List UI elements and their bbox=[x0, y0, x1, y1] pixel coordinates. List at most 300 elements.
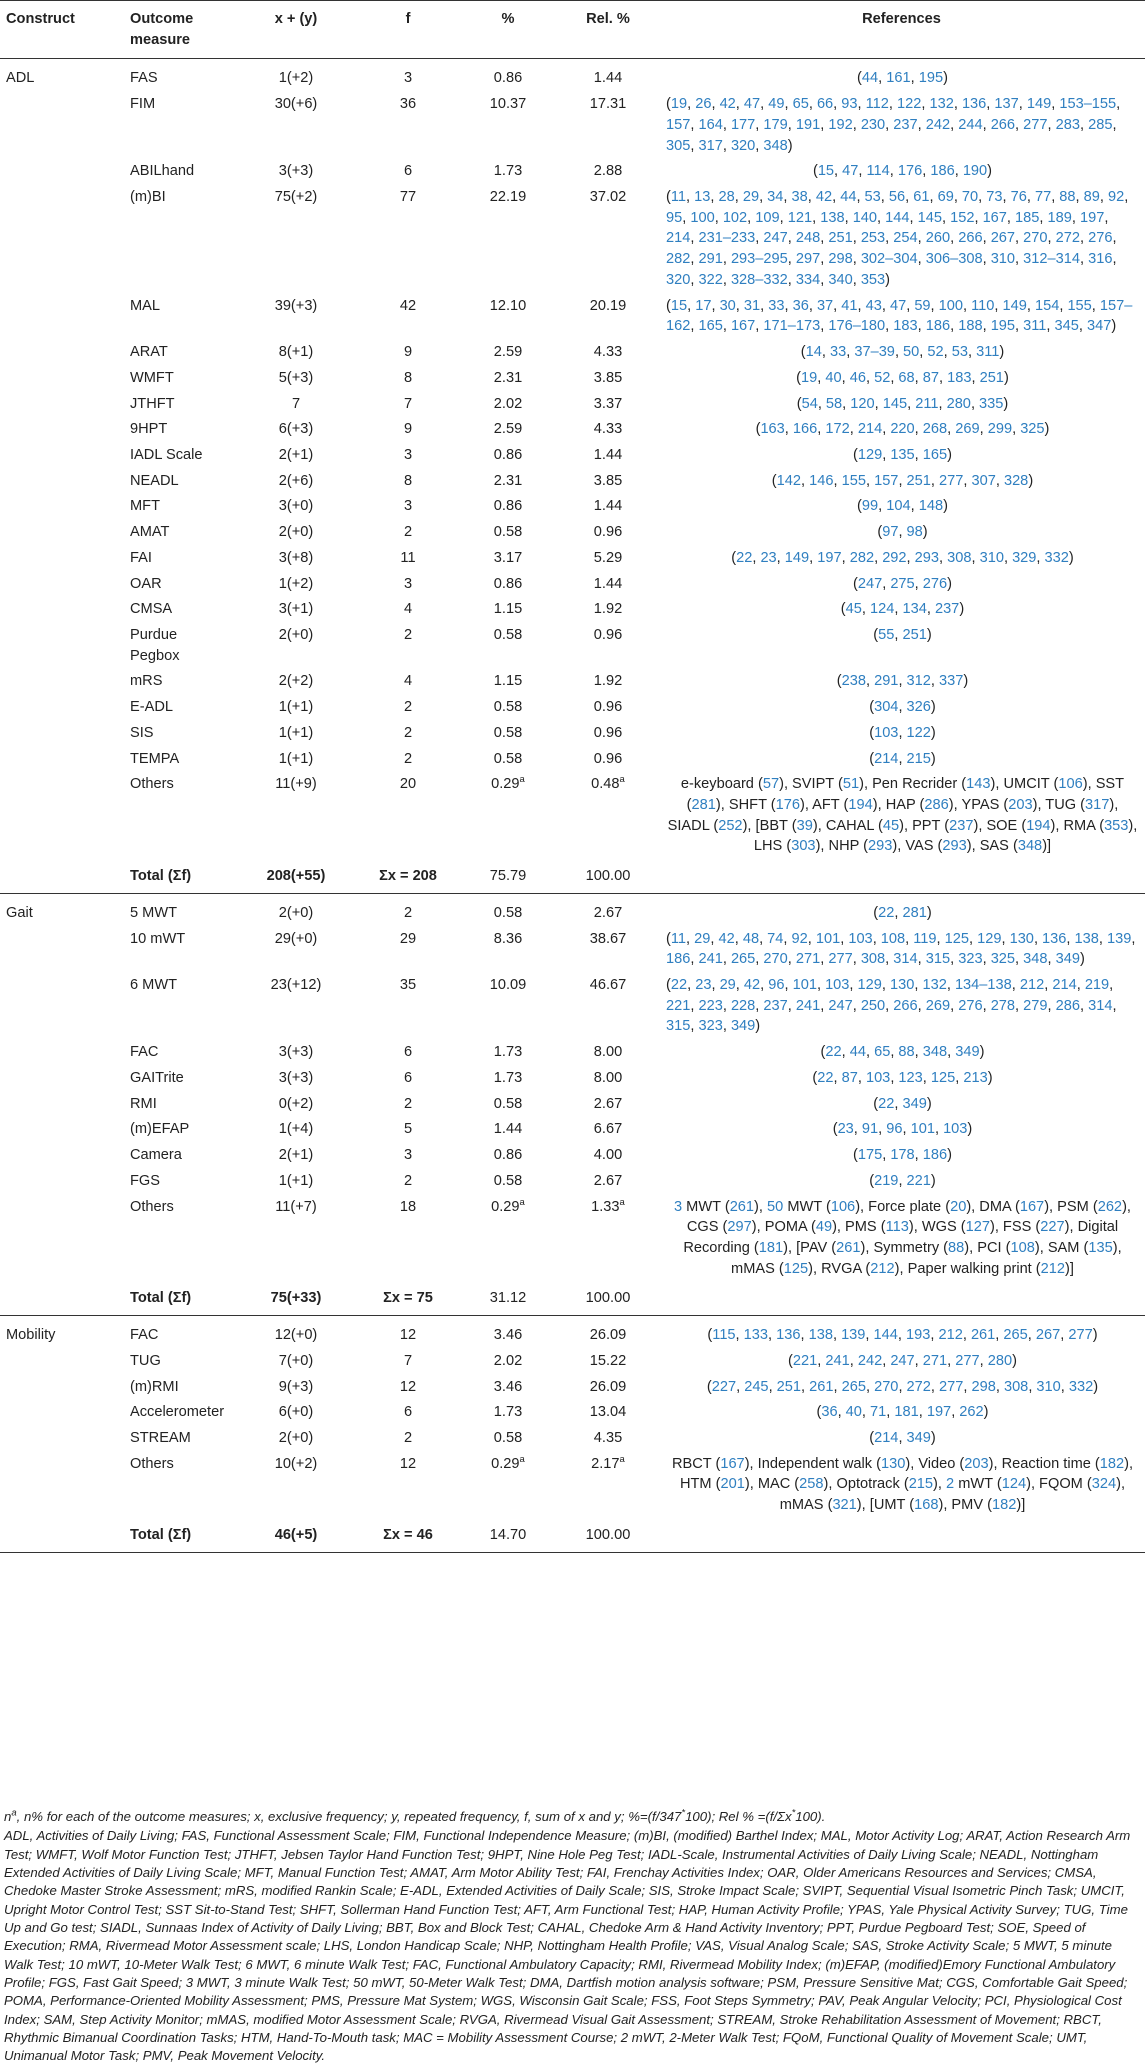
reference-link[interactable]: 100 bbox=[938, 297, 964, 314]
reference-link[interactable]: 47 bbox=[889, 297, 907, 314]
reference-link[interactable]: 275 bbox=[890, 575, 915, 592]
reference-link[interactable]: 349 bbox=[906, 1429, 931, 1446]
reference-link[interactable]: 251 bbox=[902, 626, 927, 643]
reference-link[interactable]: 258 bbox=[799, 1476, 824, 1493]
reference-link[interactable]: 103 bbox=[874, 724, 899, 741]
reference-link[interactable]: 276 bbox=[958, 997, 983, 1014]
reference-link[interactable]: 183 bbox=[947, 369, 972, 386]
reference-link[interactable]: 345 bbox=[1054, 318, 1079, 335]
reference-link[interactable]: 113 bbox=[885, 1219, 909, 1236]
reference-link[interactable]: 203 bbox=[964, 1455, 989, 1472]
reference-link[interactable]: 310 bbox=[979, 549, 1004, 566]
reference-link[interactable]: 140 bbox=[852, 209, 878, 226]
reference-link[interactable]: 40 bbox=[845, 1404, 862, 1421]
reference-link[interactable]: 92 bbox=[791, 930, 808, 947]
reference-link[interactable]: 89 bbox=[1083, 189, 1100, 206]
reference-link[interactable]: 133 bbox=[743, 1327, 769, 1344]
reference-link[interactable]: 155 bbox=[841, 472, 866, 489]
reference-link[interactable]: 43 bbox=[865, 297, 882, 314]
reference-link[interactable]: 104 bbox=[886, 498, 911, 515]
reference-link[interactable]: 177 bbox=[730, 116, 756, 133]
reference-link[interactable]: 197 bbox=[817, 549, 842, 566]
reference-link[interactable]: 267 bbox=[990, 230, 1016, 247]
reference-link[interactable]: 23 bbox=[695, 977, 712, 994]
reference-link[interactable]: 50 bbox=[767, 1198, 784, 1215]
reference-link[interactable]: 87 bbox=[841, 1069, 858, 1086]
reference-link[interactable]: 269 bbox=[925, 997, 951, 1014]
reference-link[interactable]: 95 bbox=[666, 209, 683, 226]
reference-link[interactable]: 349 bbox=[730, 1018, 756, 1035]
reference-link[interactable]: 130 bbox=[1009, 930, 1034, 947]
reference-link[interactable]: 291 bbox=[874, 673, 899, 690]
reference-link[interactable]: 292 bbox=[882, 549, 907, 566]
reference-link[interactable]: 149 bbox=[784, 549, 810, 566]
reference-link[interactable]: 120 bbox=[850, 395, 875, 412]
reference-link[interactable]: 176 bbox=[897, 163, 923, 180]
reference-link[interactable]: 188 bbox=[958, 318, 983, 335]
reference-link[interactable]: 119 bbox=[913, 930, 937, 947]
reference-link[interactable]: 172 bbox=[825, 421, 850, 438]
reference-link[interactable]: 302–304 bbox=[860, 251, 918, 268]
reference-link[interactable]: 314 bbox=[893, 951, 918, 968]
reference-link[interactable]: 3 bbox=[674, 1198, 683, 1215]
reference-link[interactable]: 261 bbox=[836, 1239, 861, 1256]
reference-link[interactable]: 293–295 bbox=[730, 251, 788, 268]
reference-link[interactable]: 163 bbox=[760, 421, 785, 438]
reference-link[interactable]: 251 bbox=[776, 1378, 802, 1395]
reference-link[interactable]: 247 bbox=[890, 1352, 915, 1369]
reference-link[interactable]: 190 bbox=[962, 163, 988, 180]
reference-link[interactable]: 93 bbox=[841, 96, 858, 113]
reference-link[interactable]: 138 bbox=[1074, 930, 1099, 947]
reference-link[interactable]: 144 bbox=[885, 209, 910, 226]
reference-link[interactable]: 28 bbox=[718, 189, 735, 206]
reference-link[interactable]: 247 bbox=[828, 997, 853, 1014]
reference-link[interactable]: 161 bbox=[886, 70, 911, 87]
reference-link[interactable]: 321 bbox=[832, 1497, 857, 1514]
reference-link[interactable]: 20 bbox=[950, 1198, 967, 1215]
reference-link[interactable]: 310 bbox=[990, 251, 1016, 268]
reference-link[interactable]: 280 bbox=[987, 1352, 1013, 1369]
reference-link[interactable]: 139 bbox=[841, 1327, 866, 1344]
reference-link[interactable]: 22 bbox=[736, 549, 753, 566]
reference-link[interactable]: 114 bbox=[866, 163, 890, 180]
reference-link[interactable]: 303 bbox=[791, 838, 816, 855]
reference-link[interactable]: 54 bbox=[801, 395, 818, 412]
reference-link[interactable]: 340 bbox=[828, 271, 853, 288]
reference-link[interactable]: 306–308 bbox=[925, 251, 983, 268]
reference-link[interactable]: 157 bbox=[874, 472, 899, 489]
reference-link[interactable]: 22 bbox=[878, 1095, 895, 1112]
reference-link[interactable]: 219 bbox=[874, 1172, 899, 1189]
reference-link[interactable]: 254 bbox=[893, 230, 918, 247]
reference-link[interactable]: 38 bbox=[791, 189, 808, 206]
reference-link[interactable]: 265 bbox=[730, 951, 756, 968]
reference-link[interactable]: 124 bbox=[870, 601, 895, 618]
reference-link[interactable]: 261 bbox=[729, 1198, 755, 1215]
reference-link[interactable]: 277 bbox=[1023, 116, 1048, 133]
reference-link[interactable]: 76 bbox=[1010, 189, 1027, 206]
reference-link[interactable]: 91 bbox=[861, 1121, 879, 1138]
reference-link[interactable]: 241 bbox=[795, 997, 821, 1014]
reference-link[interactable]: 266 bbox=[990, 116, 1016, 133]
reference-link[interactable]: 282 bbox=[849, 549, 875, 566]
reference-link[interactable]: 166 bbox=[792, 421, 818, 438]
reference-link[interactable]: 282 bbox=[666, 251, 691, 268]
reference-link[interactable]: 253 bbox=[860, 230, 886, 247]
reference-link[interactable]: 33 bbox=[830, 344, 847, 361]
reference-link[interactable]: 56 bbox=[888, 189, 906, 206]
reference-link[interactable]: 51 bbox=[842, 776, 860, 793]
reference-link[interactable]: 49 bbox=[768, 96, 785, 113]
reference-link[interactable]: 203 bbox=[1008, 797, 1033, 813]
reference-link[interactable]: 308 bbox=[947, 549, 972, 566]
reference-link[interactable]: 213 bbox=[963, 1069, 988, 1086]
reference-link[interactable]: 70 bbox=[961, 189, 979, 206]
reference-link[interactable]: 293 bbox=[914, 549, 940, 566]
reference-link[interactable]: 277 bbox=[1068, 1327, 1093, 1344]
reference-link[interactable]: 279 bbox=[1023, 997, 1048, 1014]
reference-link[interactable]: 237 bbox=[893, 116, 918, 133]
reference-link[interactable]: 307 bbox=[971, 472, 996, 489]
reference-link[interactable]: 112 bbox=[865, 96, 889, 113]
reference-link[interactable]: 155 bbox=[1067, 297, 1092, 314]
reference-link[interactable]: 277 bbox=[939, 1378, 964, 1395]
reference-link[interactable]: 127 bbox=[965, 1219, 990, 1236]
reference-link[interactable]: 42 bbox=[815, 189, 833, 206]
reference-link[interactable]: 237 bbox=[763, 997, 788, 1014]
reference-link[interactable]: 157 bbox=[666, 116, 691, 133]
reference-link[interactable]: 195 bbox=[918, 70, 944, 87]
reference-link[interactable]: 11 bbox=[670, 930, 687, 947]
reference-link[interactable]: 48 bbox=[742, 930, 760, 947]
reference-link[interactable]: 57 bbox=[762, 776, 780, 793]
reference-link[interactable]: 52 bbox=[927, 344, 944, 361]
reference-link[interactable]: 153–155 bbox=[1059, 96, 1117, 113]
reference-link[interactable]: 242 bbox=[925, 116, 951, 133]
reference-link[interactable]: 22 bbox=[670, 977, 688, 994]
reference-link[interactable]: 50 bbox=[903, 344, 920, 361]
reference-link[interactable]: 285 bbox=[1088, 116, 1113, 133]
reference-link[interactable]: 219 bbox=[1084, 977, 1110, 994]
reference-link[interactable]: 268 bbox=[922, 421, 948, 438]
reference-link[interactable]: 212 bbox=[1040, 1260, 1066, 1277]
reference-link[interactable]: 42 bbox=[718, 930, 735, 947]
reference-link[interactable]: 175 bbox=[857, 1147, 883, 1164]
reference-link[interactable]: 37 bbox=[816, 297, 834, 314]
reference-link[interactable]: 125 bbox=[930, 1069, 956, 1086]
reference-link[interactable]: 47 bbox=[743, 96, 761, 113]
reference-link[interactable]: 270 bbox=[1023, 230, 1048, 247]
reference-link[interactable]: 145 bbox=[917, 209, 942, 226]
reference-link[interactable]: 139 bbox=[1106, 930, 1132, 947]
reference-link[interactable]: 22 bbox=[817, 1069, 834, 1086]
reference-link[interactable]: 136 bbox=[961, 96, 987, 113]
reference-link[interactable]: 176 bbox=[775, 797, 800, 813]
reference-link[interactable]: 154 bbox=[1034, 297, 1060, 314]
reference-link[interactable]: 214 bbox=[857, 421, 883, 438]
reference-link[interactable]: 71 bbox=[870, 1404, 887, 1421]
reference-link[interactable]: 65 bbox=[792, 96, 809, 113]
reference-link[interactable]: 237 bbox=[934, 601, 960, 618]
reference-link[interactable]: 164 bbox=[698, 116, 723, 133]
reference-link[interactable]: 297 bbox=[727, 1219, 752, 1236]
reference-link[interactable]: 142 bbox=[776, 472, 802, 489]
reference-link[interactable]: 42 bbox=[743, 977, 761, 994]
reference-link[interactable]: 266 bbox=[893, 997, 918, 1014]
reference-link[interactable]: 212 bbox=[870, 1260, 895, 1277]
reference-link[interactable]: 36 bbox=[821, 1404, 838, 1421]
reference-link[interactable]: 68 bbox=[898, 369, 915, 386]
reference-link[interactable]: 100 bbox=[690, 209, 715, 226]
reference-link[interactable]: 15 bbox=[817, 163, 835, 180]
reference-link[interactable]: 103 bbox=[825, 977, 850, 994]
reference-link[interactable]: 129 bbox=[977, 930, 1002, 947]
reference-link[interactable]: 37–39 bbox=[854, 344, 895, 361]
reference-link[interactable]: 320 bbox=[730, 137, 756, 154]
reference-link[interactable]: 145 bbox=[882, 395, 908, 412]
reference-link[interactable]: 215 bbox=[908, 1476, 934, 1493]
reference-link[interactable]: 55 bbox=[878, 626, 895, 643]
reference-link[interactable]: 167 bbox=[982, 209, 1007, 226]
reference-link[interactable]: 183 bbox=[893, 318, 918, 335]
reference-link[interactable]: 328–332 bbox=[730, 271, 788, 288]
reference-link[interactable]: 297 bbox=[795, 251, 821, 268]
reference-link[interactable]: 31 bbox=[743, 297, 761, 314]
reference-link[interactable]: 110 bbox=[971, 297, 995, 314]
reference-link[interactable]: 326 bbox=[906, 699, 931, 716]
reference-link[interactable]: 146 bbox=[809, 472, 834, 489]
reference-link[interactable]: 276 bbox=[922, 575, 948, 592]
reference-link[interactable]: 122 bbox=[897, 96, 922, 113]
reference-link[interactable]: 349 bbox=[902, 1095, 927, 1112]
reference-link[interactable]: 148 bbox=[918, 498, 944, 515]
reference-link[interactable]: 322 bbox=[698, 271, 723, 288]
reference-link[interactable]: 123 bbox=[898, 1069, 923, 1086]
reference-link[interactable]: 138 bbox=[808, 1327, 833, 1344]
reference-link[interactable]: 286 bbox=[1055, 997, 1080, 1014]
reference-link[interactable]: 23 bbox=[837, 1121, 854, 1138]
reference-link[interactable]: 260 bbox=[925, 230, 951, 247]
reference-link[interactable]: 298 bbox=[971, 1378, 996, 1395]
reference-link[interactable]: 311 bbox=[1023, 318, 1047, 335]
reference-link[interactable]: 14 bbox=[805, 344, 822, 361]
reference-link[interactable]: 149 bbox=[1002, 297, 1027, 314]
reference-link[interactable]: 316 bbox=[1088, 251, 1113, 268]
reference-link[interactable]: 237 bbox=[949, 817, 974, 834]
reference-link[interactable]: 248 bbox=[795, 230, 821, 247]
reference-link[interactable]: 87 bbox=[922, 369, 939, 386]
reference-link[interactable]: 244 bbox=[958, 116, 983, 133]
reference-link[interactable]: 324 bbox=[1091, 1476, 1117, 1493]
reference-link[interactable]: 65 bbox=[874, 1044, 891, 1061]
reference-link[interactable]: 281 bbox=[902, 904, 927, 921]
reference-link[interactable]: 15 bbox=[670, 297, 688, 314]
reference-link[interactable]: 136 bbox=[776, 1327, 801, 1344]
reference-link[interactable]: 221 bbox=[906, 1172, 931, 1189]
reference-link[interactable]: 134 bbox=[902, 601, 927, 618]
reference-link[interactable]: 231–233 bbox=[698, 230, 756, 247]
reference-link[interactable]: 99 bbox=[861, 498, 879, 515]
reference-link[interactable]: 252 bbox=[718, 817, 743, 834]
reference-link[interactable]: 270 bbox=[763, 951, 788, 968]
reference-link[interactable]: 241 bbox=[698, 951, 723, 968]
reference-link[interactable]: 214 bbox=[1052, 977, 1077, 994]
reference-link[interactable]: 130 bbox=[880, 1455, 906, 1472]
reference-link[interactable]: 30 bbox=[719, 297, 736, 314]
reference-link[interactable]: 97 bbox=[882, 524, 899, 541]
reference-link[interactable]: 238 bbox=[841, 673, 866, 690]
reference-link[interactable]: 215 bbox=[906, 750, 931, 767]
reference-link[interactable]: 36 bbox=[792, 297, 809, 314]
reference-link[interactable]: 334 bbox=[795, 271, 821, 288]
reference-link[interactable]: 34 bbox=[767, 189, 784, 206]
reference-link[interactable]: 272 bbox=[1055, 230, 1080, 247]
reference-link[interactable]: 191 bbox=[795, 116, 821, 133]
reference-link[interactable]: 242 bbox=[857, 1352, 883, 1369]
reference-link[interactable]: 223 bbox=[698, 997, 723, 1014]
reference-link[interactable]: 157–162 bbox=[666, 297, 1133, 335]
reference-link[interactable]: 101 bbox=[792, 977, 817, 994]
reference-link[interactable]: 265 bbox=[841, 1378, 866, 1395]
reference-link[interactable]: 308 bbox=[1003, 1378, 1029, 1395]
reference-link[interactable]: 272 bbox=[906, 1378, 931, 1395]
reference-link[interactable]: 29 bbox=[694, 930, 711, 947]
reference-link[interactable]: 44 bbox=[861, 70, 879, 87]
reference-link[interactable]: 106 bbox=[830, 1198, 856, 1215]
reference-link[interactable]: 103 bbox=[943, 1121, 968, 1138]
reference-link[interactable]: 349 bbox=[955, 1044, 980, 1061]
reference-link[interactable]: 323 bbox=[958, 951, 983, 968]
reference-link[interactable]: 325 bbox=[990, 951, 1016, 968]
reference-link[interactable]: 44 bbox=[840, 189, 857, 206]
reference-link[interactable]: 2 bbox=[946, 1476, 955, 1493]
reference-link[interactable]: 251 bbox=[906, 472, 931, 489]
reference-link[interactable]: 11 bbox=[670, 189, 687, 206]
reference-link[interactable]: 45 bbox=[845, 601, 862, 618]
reference-link[interactable]: 299 bbox=[987, 421, 1013, 438]
reference-link[interactable]: 262 bbox=[959, 1404, 984, 1421]
reference-link[interactable]: 315 bbox=[925, 951, 951, 968]
reference-link[interactable]: 262 bbox=[1097, 1198, 1123, 1215]
reference-link[interactable]: 135 bbox=[890, 446, 915, 463]
reference-link[interactable]: 181 bbox=[758, 1239, 784, 1256]
reference-link[interactable]: 176–180 bbox=[828, 318, 886, 335]
reference-link[interactable]: 186 bbox=[930, 163, 955, 180]
reference-link[interactable]: 49 bbox=[815, 1219, 833, 1236]
reference-link[interactable]: 138 bbox=[820, 209, 845, 226]
reference-link[interactable]: 228 bbox=[730, 997, 756, 1014]
reference-link[interactable]: 101 bbox=[815, 930, 841, 947]
reference-link[interactable]: 22 bbox=[878, 904, 895, 921]
reference-link[interactable]: 165 bbox=[922, 446, 948, 463]
reference-link[interactable]: 325 bbox=[1020, 421, 1045, 438]
reference-link[interactable]: 247 bbox=[857, 575, 883, 592]
reference-link[interactable]: 61 bbox=[913, 189, 930, 206]
reference-link[interactable]: 280 bbox=[946, 395, 971, 412]
reference-link[interactable]: 182 bbox=[1099, 1455, 1125, 1472]
reference-link[interactable]: 193 bbox=[906, 1327, 931, 1344]
reference-link[interactable]: 251 bbox=[828, 230, 853, 247]
reference-link[interactable]: 23 bbox=[760, 549, 777, 566]
reference-link[interactable]: 92 bbox=[1107, 189, 1125, 206]
reference-link[interactable]: 186 bbox=[925, 318, 951, 335]
reference-link[interactable]: 332 bbox=[1068, 1378, 1094, 1395]
reference-link[interactable]: 137 bbox=[994, 96, 1019, 113]
reference-link[interactable]: 311 bbox=[976, 344, 1000, 361]
reference-link[interactable]: 102 bbox=[722, 209, 748, 226]
reference-link[interactable]: 220 bbox=[890, 421, 915, 438]
reference-link[interactable]: 332 bbox=[1044, 549, 1069, 566]
reference-link[interactable]: 115 bbox=[712, 1327, 736, 1344]
reference-link[interactable]: 194 bbox=[1026, 817, 1051, 834]
reference-link[interactable]: 186 bbox=[666, 951, 691, 968]
reference-link[interactable]: 77 bbox=[1034, 189, 1052, 206]
reference-link[interactable]: 317 bbox=[698, 137, 723, 154]
reference-link[interactable]: 59 bbox=[914, 297, 931, 314]
reference-link[interactable]: 58 bbox=[825, 395, 843, 412]
reference-link[interactable]: 106 bbox=[1058, 776, 1083, 793]
reference-link[interactable]: 265 bbox=[1003, 1327, 1028, 1344]
reference-link[interactable]: 40 bbox=[825, 369, 842, 386]
reference-link[interactable]: 144 bbox=[873, 1327, 898, 1344]
reference-link[interactable]: 197 bbox=[926, 1404, 952, 1421]
reference-link[interactable]: 101 bbox=[910, 1121, 935, 1138]
reference-link[interactable]: 17 bbox=[695, 297, 712, 314]
reference-link[interactable]: 103 bbox=[865, 1069, 891, 1086]
reference-link[interactable]: 312 bbox=[906, 673, 931, 690]
reference-link[interactable]: 305 bbox=[666, 137, 691, 154]
reference-link[interactable]: 134–138 bbox=[954, 977, 1012, 994]
reference-link[interactable]: 96 bbox=[886, 1121, 903, 1138]
reference-link[interactable]: 329 bbox=[1012, 549, 1037, 566]
reference-link[interactable]: 348 bbox=[922, 1044, 948, 1061]
reference-link[interactable]: 19 bbox=[670, 96, 688, 113]
reference-link[interactable]: 74 bbox=[767, 930, 784, 947]
reference-link[interactable]: 347 bbox=[1087, 318, 1112, 335]
reference-link[interactable]: 281 bbox=[691, 797, 716, 813]
reference-link[interactable]: 293 bbox=[942, 838, 967, 855]
reference-link[interactable]: 181 bbox=[894, 1404, 919, 1421]
reference-link[interactable]: 320 bbox=[666, 271, 691, 288]
reference-link[interactable]: 125 bbox=[783, 1260, 809, 1277]
reference-link[interactable]: 214 bbox=[874, 750, 899, 767]
reference-link[interactable]: 167 bbox=[730, 318, 756, 335]
reference-link[interactable]: 19 bbox=[801, 369, 818, 386]
reference-link[interactable]: 310 bbox=[1036, 1378, 1061, 1395]
reference-link[interactable]: 227 bbox=[711, 1378, 737, 1395]
reference-link[interactable]: 348 bbox=[763, 137, 788, 154]
reference-link[interactable]: 66 bbox=[816, 96, 834, 113]
reference-link[interactable]: 261 bbox=[970, 1327, 996, 1344]
reference-link[interactable]: 29 bbox=[742, 189, 760, 206]
reference-link[interactable]: 42 bbox=[719, 96, 736, 113]
reference-link[interactable]: 304 bbox=[874, 699, 899, 716]
reference-link[interactable]: 132 bbox=[929, 96, 954, 113]
reference-link[interactable]: 121 bbox=[787, 209, 813, 226]
reference-link[interactable]: 298 bbox=[828, 251, 853, 268]
reference-link[interactable]: 194 bbox=[848, 797, 873, 813]
reference-link[interactable]: 143 bbox=[966, 776, 991, 793]
reference-link[interactable]: 195 bbox=[990, 318, 1016, 335]
reference-link[interactable]: 98 bbox=[906, 524, 923, 541]
reference-link[interactable]: 88 bbox=[1059, 189, 1076, 206]
reference-link[interactable]: 122 bbox=[906, 724, 931, 741]
reference-link[interactable]: 267 bbox=[1035, 1327, 1061, 1344]
reference-link[interactable]: 269 bbox=[955, 421, 980, 438]
reference-link[interactable]: 45 bbox=[882, 817, 900, 834]
reference-link[interactable]: 29 bbox=[719, 977, 736, 994]
